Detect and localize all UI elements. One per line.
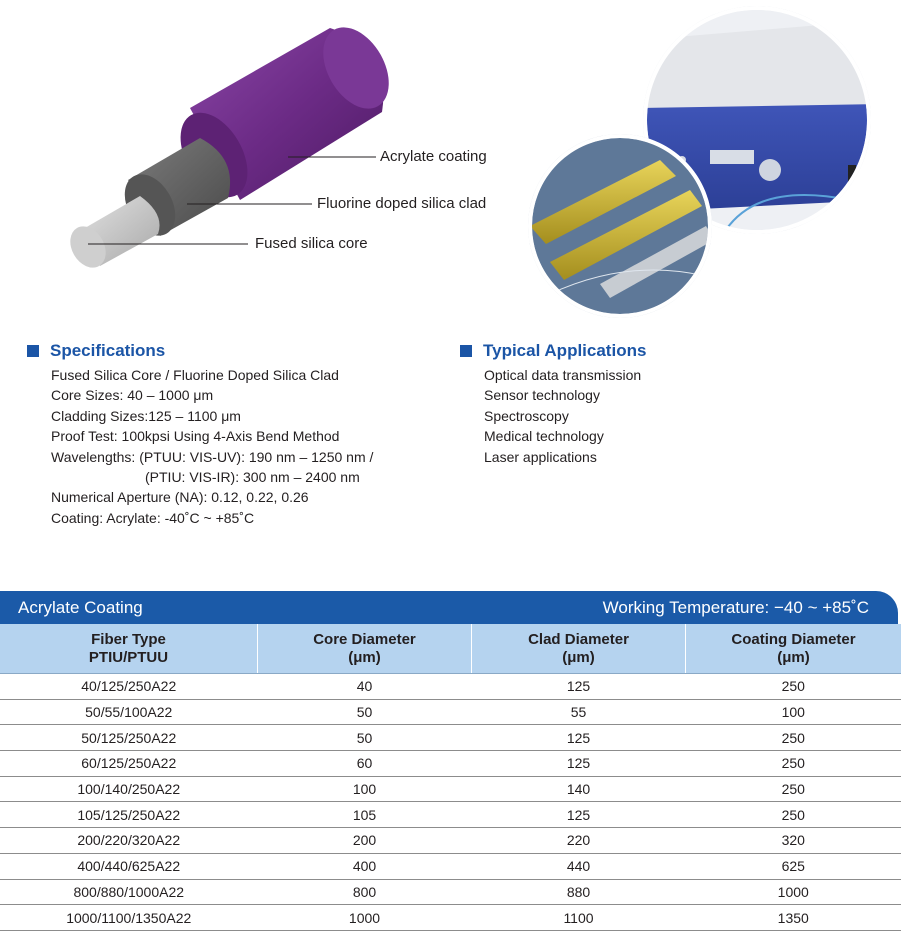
fiber-type-cell: 40/125/250A22 bbox=[0, 674, 258, 700]
fiber-spec-table bbox=[0, 624, 901, 931]
clad-diameter-cell: 125 bbox=[472, 674, 686, 700]
column-header-fiber-type: Fiber Type PTIU/PTUU bbox=[0, 624, 258, 674]
fiber-type-cell: 1000/1100/1350A22 bbox=[0, 905, 258, 931]
core-diameter-cell: 50 bbox=[258, 725, 472, 751]
coating-diameter-cell: 320 bbox=[686, 828, 902, 854]
core-diameter-cell: 40 bbox=[258, 674, 472, 700]
fiber-type-cell: 800/880/1000A22 bbox=[0, 879, 258, 905]
application-line: Sensor technology bbox=[484, 387, 600, 404]
spec-line: Cladding Sizes:125 – 1100 μm bbox=[51, 407, 241, 424]
coating-diameter-cell: 250 bbox=[686, 725, 902, 751]
table-row bbox=[0, 751, 901, 777]
fiber-type-cell: 400/440/625A22 bbox=[0, 853, 258, 879]
fiber-type-cell: 100/140/250A22 bbox=[0, 776, 258, 802]
core-diameter-cell: 50 bbox=[258, 699, 472, 725]
core-diameter-cell: 200 bbox=[258, 828, 472, 854]
table-row bbox=[0, 699, 901, 725]
applications-list bbox=[484, 365, 641, 467]
callout-coating: Acrylate coating bbox=[380, 148, 487, 165]
core-diameter-cell: 1000 bbox=[258, 905, 472, 931]
table-row bbox=[0, 725, 901, 751]
fiber-type-cell: 200/220/320A22 bbox=[0, 828, 258, 854]
fiber-type-cell: 50/55/100A22 bbox=[0, 699, 258, 725]
table-header-row bbox=[0, 624, 901, 674]
bullet-square-icon bbox=[460, 345, 472, 357]
column-header-clad-diameter: Clad Diameter (μm) bbox=[472, 624, 686, 674]
callout-clad: Fluorine doped silica clad bbox=[317, 195, 487, 212]
table-row bbox=[0, 905, 901, 931]
clad-diameter-cell: 220 bbox=[472, 828, 686, 854]
application-line: Laser applications bbox=[484, 448, 597, 465]
coating-diameter-cell: 1000 bbox=[686, 879, 902, 905]
bullet-square-icon bbox=[27, 345, 39, 357]
spec-line: Numerical Aperture (NA): 0.12, 0.22, 0.26 bbox=[51, 489, 309, 506]
application-line: Medical technology bbox=[484, 428, 604, 445]
spec-line: Fused Silica Core / Fluorine Doped Silica Clad bbox=[51, 367, 339, 383]
clad-diameter-cell: 125 bbox=[472, 725, 686, 751]
table-row bbox=[0, 879, 901, 905]
spec-line: Coating: Acrylate: -40˚C ~ +85˚C bbox=[51, 509, 255, 526]
column-header-coating-diameter: Coating Diameter (μm) bbox=[686, 624, 902, 674]
table-banner-title: Acrylate Coating bbox=[18, 597, 143, 617]
clad-diameter-cell: 55 bbox=[472, 699, 686, 725]
coating-diameter-cell: 250 bbox=[686, 674, 902, 700]
coating-diameter-cell: 250 bbox=[686, 802, 902, 828]
working-temperature-label: Working Temperature: −40 ~ +85˚C bbox=[602, 597, 869, 617]
spec-line: (PTIU: VIS-IR): 300 nm – 2400 nm bbox=[145, 469, 360, 486]
table-row bbox=[0, 802, 901, 828]
coating-diameter-cell: 100 bbox=[686, 699, 902, 725]
table-row bbox=[0, 853, 901, 879]
product-photo bbox=[520, 0, 907, 330]
table-body bbox=[0, 674, 901, 931]
core-diameter-cell: 400 bbox=[258, 853, 472, 879]
clad-diameter-cell: 880 bbox=[472, 879, 686, 905]
fiber-type-cell: 105/125/250A22 bbox=[0, 802, 258, 828]
table-row bbox=[0, 776, 901, 802]
fiber-type-cell: 60/125/250A22 bbox=[0, 751, 258, 777]
clad-diameter-cell: 1100 bbox=[472, 905, 686, 931]
clad-diameter-cell: 140 bbox=[472, 776, 686, 802]
coating-diameter-cell: 625 bbox=[686, 853, 902, 879]
coating-diameter-cell: 250 bbox=[686, 776, 902, 802]
core-diameter-cell: 100 bbox=[258, 776, 472, 802]
clad-diameter-cell: 125 bbox=[472, 751, 686, 777]
table-banner bbox=[0, 591, 898, 624]
table-row bbox=[0, 828, 901, 854]
specifications-title: Specifications bbox=[50, 341, 166, 360]
core-layer bbox=[63, 196, 159, 274]
spec-line: Core Sizes: 40 – 1000 μm bbox=[51, 387, 214, 404]
core-diameter-cell: 105 bbox=[258, 802, 472, 828]
clad-diameter-cell: 125 bbox=[472, 802, 686, 828]
core-diameter-cell: 800 bbox=[258, 879, 472, 905]
specifications-list bbox=[51, 365, 373, 528]
clad-diameter-cell: 440 bbox=[472, 853, 686, 879]
coating-diameter-cell: 250 bbox=[686, 751, 902, 777]
spec-line: Wavelengths: (PTUU: VIS-UV): 190 nm – 1250 nm / bbox=[51, 448, 374, 465]
application-line: Optical data transmission bbox=[484, 367, 642, 383]
callout-core: Fused silica core bbox=[255, 235, 368, 252]
applications-heading bbox=[460, 341, 646, 361]
acrylate-coating-table bbox=[0, 591, 898, 931]
table-row bbox=[0, 674, 901, 700]
spec-line: Proof Test: 100kpsi Using 4-Axis Bend Method bbox=[51, 428, 340, 445]
coating-diameter-cell: 1350 bbox=[686, 905, 902, 931]
application-line: Spectroscopy bbox=[484, 407, 569, 424]
core-diameter-cell: 60 bbox=[258, 751, 472, 777]
specifications-heading bbox=[27, 341, 165, 361]
applications-title: Typical Applications bbox=[483, 341, 647, 360]
fiber-type-cell: 50/125/250A22 bbox=[0, 725, 258, 751]
column-header-core-diameter: Core Diameter (μm) bbox=[258, 624, 472, 674]
